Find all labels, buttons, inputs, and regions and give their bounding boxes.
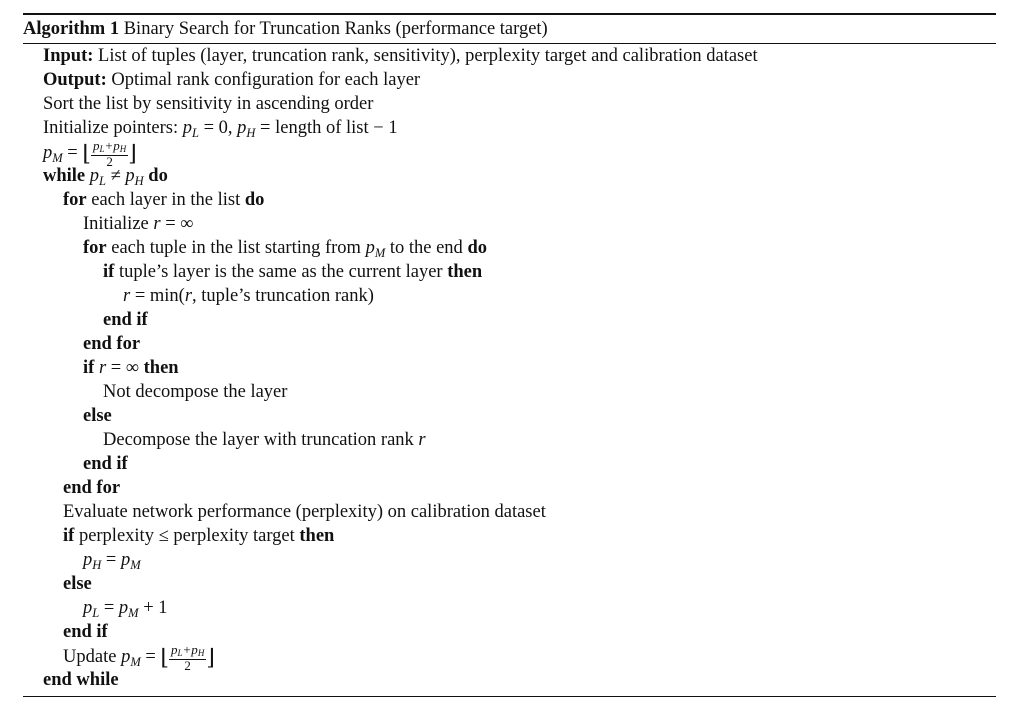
else-perplexity-line: else xyxy=(63,574,92,594)
for-tuple-line: for each tuple in the list starting from $p_M$ to the end do xyxy=(83,238,487,260)
min-line: r = min(r, tuple’s truncation rank) xyxy=(123,286,374,306)
end-if-r-line: end if xyxy=(83,454,128,474)
output-keyword: Output: xyxy=(43,70,107,90)
sort-text: Sort the list by sensitivity in ascending order xyxy=(43,94,374,114)
init-pointers-line: Initialize pointers: $p_L = 0$, $p_H$ = length of list − 1 xyxy=(43,118,398,140)
pl-assign-line: $p_L = p_M + 1$ xyxy=(83,598,168,620)
else-r-line: else xyxy=(83,406,112,426)
init-r-line: Initialize r = ∞ xyxy=(83,214,194,234)
output-line xyxy=(23,68,996,92)
if-r-line: if r = ∞ then xyxy=(83,358,179,378)
ph-assign-line: $p_H = p_M$ xyxy=(83,550,141,572)
end-if-inner-line: end if xyxy=(103,310,148,330)
pm-init-line: $p_M$ = ⌊ $\frac{pL+pH}{2}$ ⌋ xyxy=(43,138,137,169)
decompose-line: Decompose the layer with truncation rank r xyxy=(103,430,426,450)
init-text: Initialize pointers: xyxy=(43,118,179,138)
end-while-line: end while xyxy=(43,670,119,690)
while-line: while $p_L \ne p_H$ do xyxy=(43,166,168,188)
for-layer-line: for each layer in the list do xyxy=(63,190,265,210)
pm-fraction: $\frac{pL+pH}{2}$ xyxy=(92,138,127,169)
algorithm-caption xyxy=(23,15,996,43)
input-keyword: Input: xyxy=(43,46,94,66)
input-line xyxy=(23,44,996,68)
if-tuple-line: if tuple’s layer is the same as the current layer then xyxy=(103,262,483,282)
end-for-inner-line: end for xyxy=(83,334,141,354)
end-if-perplexity-line: end if xyxy=(63,622,108,642)
not-decompose-line: Not decompose the layer xyxy=(103,382,288,402)
evaluate-line: Evaluate network performance (perplexity) on calibration dataset xyxy=(63,502,546,522)
output-text: Optimal rank configuration for each layer xyxy=(111,70,421,90)
update-line: Update $p_M$ = ⌊ $\frac{pL+pH}{2}$ ⌋ xyxy=(63,642,215,673)
pm-update-fraction: $\frac{pL+pH}{2}$ xyxy=(171,642,205,673)
caption-title: Binary Search for Truncation Ranks (performance target) xyxy=(123,19,548,39)
if-perplexity-line: if perplexity ≤ perplexity target then xyxy=(63,526,335,546)
caption-label: Algorithm 1 xyxy=(23,19,120,39)
sort-line xyxy=(23,92,996,116)
end-for-outer-line: end for xyxy=(63,478,121,498)
input-text: List of tuples (layer, truncation rank, sensitivity), perplexity target and calibration dataset xyxy=(98,46,758,66)
algorithm-body xyxy=(23,44,996,692)
bottom-rule xyxy=(23,696,996,697)
init-length-text: length of list xyxy=(275,118,369,138)
algorithm-block xyxy=(23,13,996,697)
